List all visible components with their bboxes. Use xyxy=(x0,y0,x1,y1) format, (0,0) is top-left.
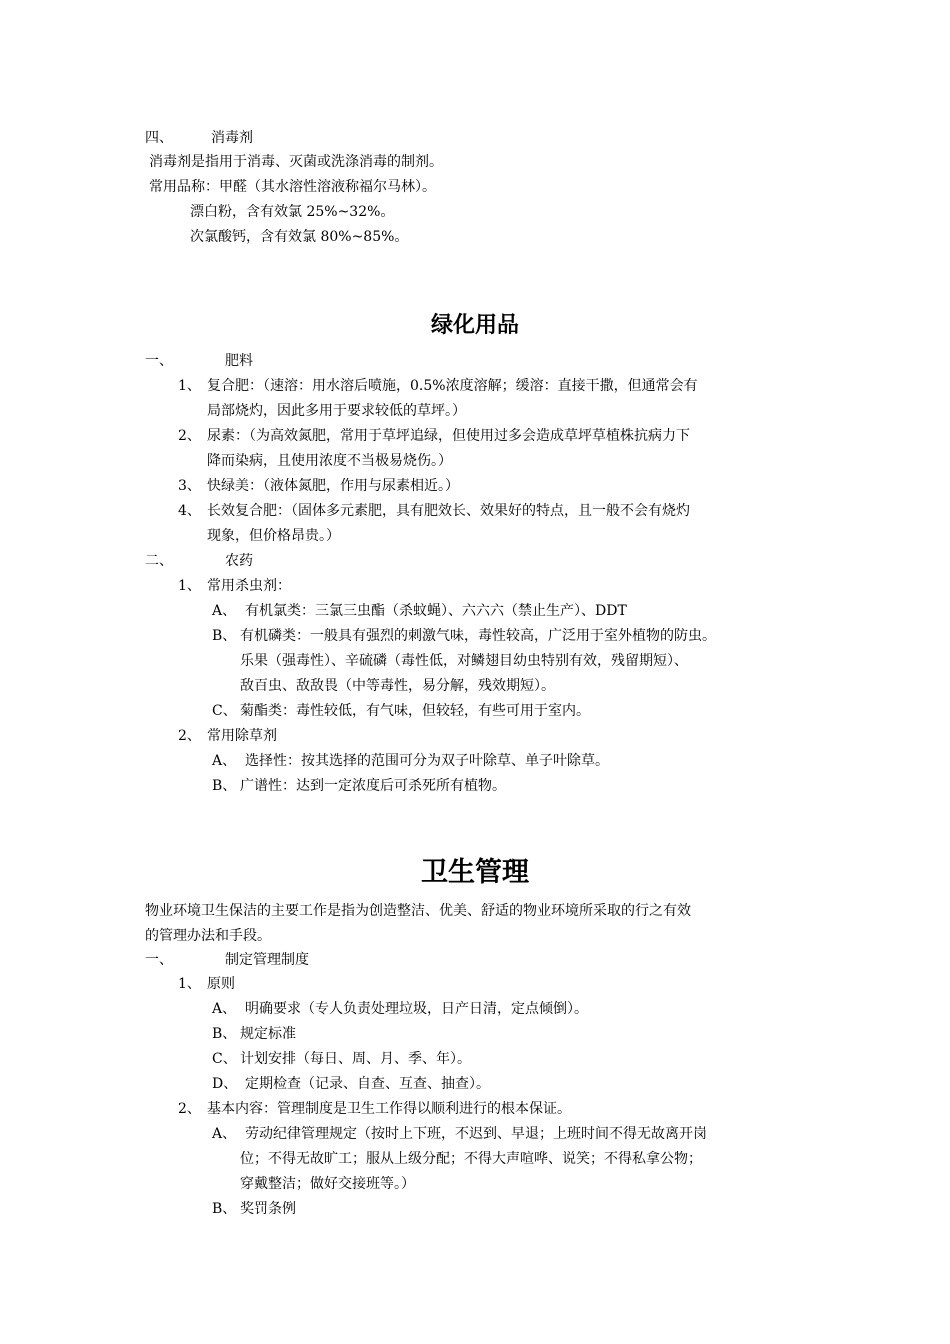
list-item-text: 降而染病，且使用浓度不当极易烧伤。） xyxy=(207,453,452,469)
section-title-greening: 绿化用品 xyxy=(430,313,519,338)
sub-item-text: 明确要求（专人负责处理垃圾，日产日清，定点倾倒）。 xyxy=(245,1001,588,1017)
paragraph-line: 物业环境卫生保洁的主要工作是指为创造整洁、优美、舒适的物业环境所采取的行之有效 xyxy=(145,903,691,919)
list-item-text: 基本内容：管理制度是卫生工作得以顺利进行的根本保证。 xyxy=(207,1101,571,1117)
list-item-text: 常用除草剂 xyxy=(207,728,277,744)
heading-number: 一、 xyxy=(145,952,173,968)
sub-item-letter: B、 xyxy=(212,628,237,644)
sub-item-text: 位；不得无故旷工；服从上级分配；不得大声喧哗、说笑；不得私拿公物； xyxy=(240,1151,702,1167)
heading-text: 消毒剂 xyxy=(211,130,253,146)
sub-item-text: 计划安排（每日、周、月、季、年）。 xyxy=(240,1051,471,1067)
sub-item-letter: B、 xyxy=(212,1026,237,1042)
sub-item-text: 菊酯类：毒性较低，有气味，但较轻，有些可用于室内。 xyxy=(240,703,590,719)
paragraph-line: 消毒剂是指用于消毒、灭菌或洗涤消毒的制剂。 xyxy=(149,154,443,170)
list-item-number: 1、 xyxy=(178,578,201,594)
sub-item-letter: A、 xyxy=(212,1126,237,1142)
sub-item-letter: A、 xyxy=(212,753,237,769)
sub-item-text: 穿戴整洁；做好交接班等。） xyxy=(240,1176,415,1192)
list-item-number: 2、 xyxy=(178,428,201,444)
sub-item-letter: C、 xyxy=(212,1051,237,1067)
sub-item-text: 敌百虫、敌敌畏（中等毒性，易分解，残效期短）。 xyxy=(240,678,555,694)
list-item-text: 长效复合肥：（固体多元素肥，具有肥效长、效果好的特点，且一般不会有烧灼 xyxy=(207,503,690,519)
sub-item-letter: A、 xyxy=(212,603,237,619)
list-item-number: 2、 xyxy=(178,1101,201,1117)
heading-text: 肥料 xyxy=(225,353,253,369)
heading-number: 四、 xyxy=(145,130,173,146)
heading-fertilizer xyxy=(145,349,253,373)
heading-number: 二、 xyxy=(145,553,173,569)
list-item-text: 局部烧灼，因此多用于要求较低的草坪。） xyxy=(207,403,466,419)
list-item-number: 1、 xyxy=(178,976,201,992)
list-item-text: 复合肥：（速溶：用水溶后喷施，0.5%浓度溶解；缓溶：直接干撒，但通常会有 xyxy=(207,378,698,394)
list-item-text: 快绿美：（液体氮肥，作用与尿素相近。） xyxy=(207,478,459,494)
list-item-text: 尿素：（为高效氮肥，常用于草坪追绿，但使用过多会造成草坪草植株抗病力下 xyxy=(207,428,690,444)
sub-item-letter: D、 xyxy=(212,1076,238,1092)
sub-item-text: 定期检查（记录、自查、互查、抽查）。 xyxy=(245,1076,490,1092)
sub-item-text: 奖罚条例 xyxy=(240,1201,296,1217)
sub-item-text: 规定标准 xyxy=(240,1026,296,1042)
list-item-text: 原则 xyxy=(207,976,235,992)
heading-pesticide xyxy=(145,549,253,573)
heading-management-system xyxy=(145,948,309,972)
sub-item-letter: B、 xyxy=(212,778,237,794)
heading-text: 制定管理制度 xyxy=(225,952,309,968)
paragraph-line: 漂白粉，含有效氯 25%~32%。 xyxy=(190,204,395,220)
sub-item-text: 劳动纪律管理规定（按时上下班，不迟到、早退；上班时间不得无故离开岗 xyxy=(245,1126,707,1142)
sub-item-text: 有机氯类：三氯三虫酯（杀蚊蝇）、六六六（禁止生产）、DDT xyxy=(245,603,627,619)
sub-item-text: 乐果（强毒性）、辛硫磷（毒性低，对鳞翅目幼虫特别有效，残留期短）、 xyxy=(240,653,688,669)
sub-item-letter: B、 xyxy=(212,1201,237,1217)
paragraph-line: 常用品称：甲醛（其水溶性溶液称福尔马林）。 xyxy=(149,179,436,195)
sub-item-letter: C、 xyxy=(212,703,237,719)
list-item-text: 常用杀虫剂： xyxy=(207,578,291,594)
section-title-sanitation: 卫生管理 xyxy=(421,857,529,888)
sub-item-text: 选择性：按其选择的范围可分为双子叶除草、单子叶除草。 xyxy=(245,753,609,769)
list-item-number: 2、 xyxy=(178,728,201,744)
list-item-number: 3、 xyxy=(178,478,201,494)
list-item-number: 4、 xyxy=(178,503,201,519)
heading-number: 一、 xyxy=(145,353,173,369)
heading-text: 农药 xyxy=(225,553,253,569)
list-item-number: 1、 xyxy=(178,378,201,394)
paragraph-line: 次氯酸钙，含有效氯 80%~85%。 xyxy=(190,229,409,245)
sub-item-letter: A、 xyxy=(212,1001,237,1017)
sub-item-text: 广谱性：达到一定浓度后可杀死所有植物。 xyxy=(240,778,506,794)
list-item-text: 现象，但价格昂贵。） xyxy=(207,528,340,544)
heading-disinfectant xyxy=(145,126,253,150)
sub-item-text: 有机磷类：一般具有强烈的刺激气味，毒性较高，广泛用于室外植物的防虫。 xyxy=(240,628,716,644)
paragraph-line: 的管理办法和手段。 xyxy=(145,928,271,944)
